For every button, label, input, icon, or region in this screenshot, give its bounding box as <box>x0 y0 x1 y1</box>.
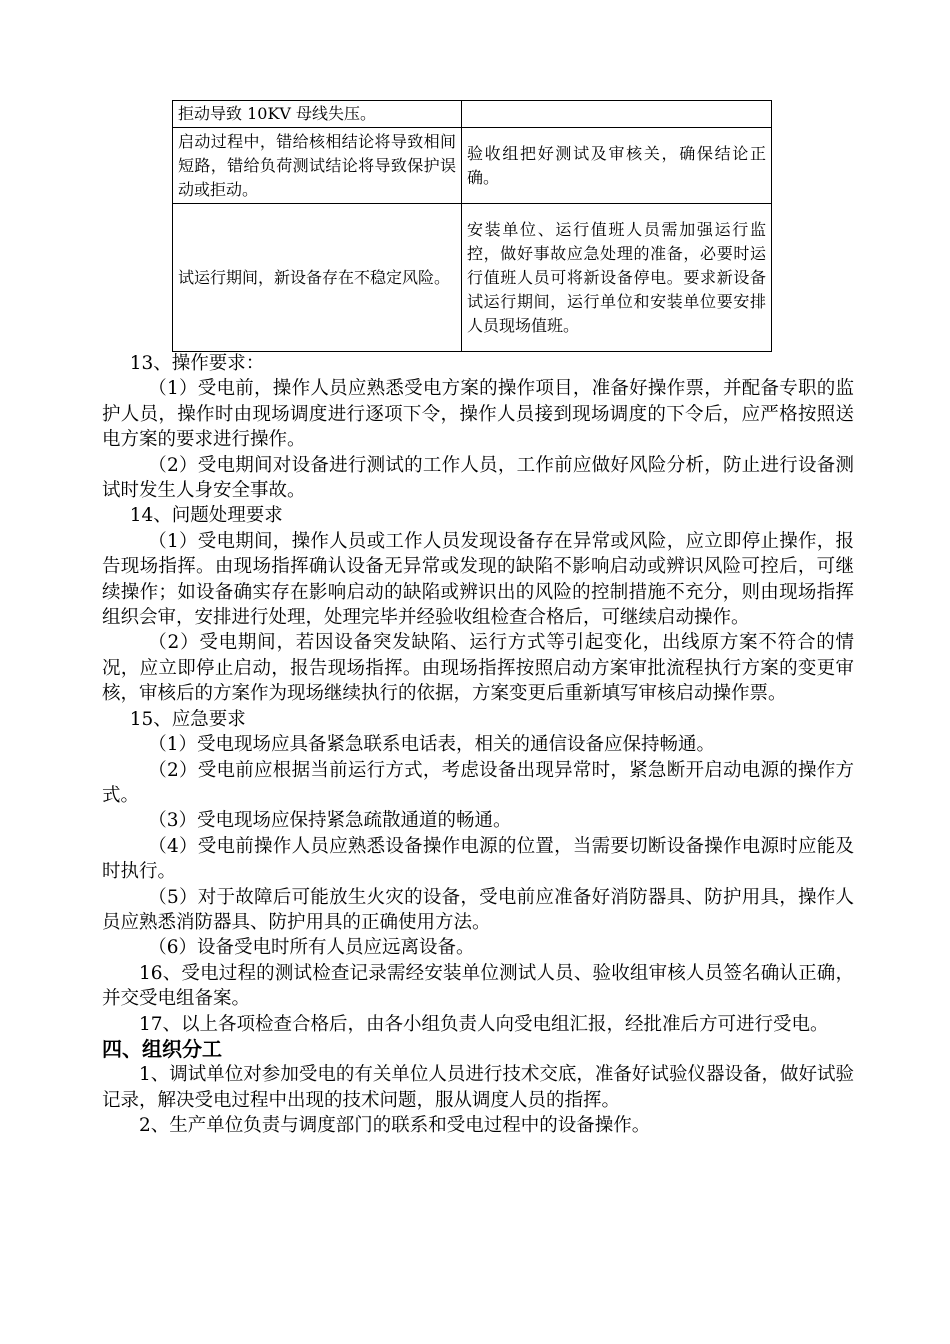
paragraph: （6）设备受电时所有人员应远离设备。 <box>148 937 475 959</box>
section-title-13: 13、操作要求： <box>129 353 265 374</box>
paragraph: （2）受电期间对设备进行测试的工作人员，工作前应做好风险分析，防止进行设备测试时发生人身安全事故。 <box>102 454 854 502</box>
risk-measures-table <box>172 100 772 352</box>
measure-cell <box>462 101 772 128</box>
paragraph: （2）受电期间，若因设备突发缺陷、运行方式等引起变化，出线原方案不符合的情况，应立即停止启动，报告现场指挥。由现场指挥按照启动方案审批流程执行方案的变更审核，审核后的方案作为现场继续执行的依据，方案变更后重新填写审核启动操作票。 <box>102 632 854 705</box>
paragraph: （5）对于故障后可能放生火灾的设备，受电前应准备好消防器具、防护用具，操作人员应熟悉消防器具、防护用具的正确使用方法。 <box>102 886 854 933</box>
paragraph: （1）受电现场应具备紧急联系电话表，相关的通信设备应保持畅通。 <box>148 734 716 756</box>
paragraph: 1、调试单位对参加受电的有关单位人员进行技术交底，准备好试验仪器设备，做好试验记录，解决受电过程中出现的技术问题，服从调度人员的指挥。 <box>102 1064 854 1111</box>
measure-cell: 验收组把好测试及审核关，确保结论正确。 <box>462 128 772 204</box>
risk-cell: 启动过程中，错给核相结论将导致相间短路，错给负荷测试结论将导致保护误动或拒动。 <box>173 128 462 204</box>
section-title-15: 15、应急要求 <box>129 708 246 730</box>
measure-cell: 安装单位、运行值班人员需加强运行监控，做好事故应急处理的准备，必要时运行值班人员可将新设备停电。要求新设备试运行期间，运行单位和安装单位要安排人员现场值班。 <box>462 204 772 352</box>
section-heading: 四、组织分工 <box>102 1036 222 1061</box>
risk-cell: 试运行期间，新设备存在不稳定风险。 <box>173 204 462 352</box>
paragraph-17: 17、以上各项检查合格后，由各小组负责人向受电组汇报，经批准后方可进行受电。 <box>139 1013 829 1035</box>
paragraph: （2）受电前应根据当前运行方式，考虑设备出现异常时，紧急断开启动电源的操作方式。 <box>102 759 854 806</box>
risk-cell: 拒动导致 10KV 母线失压。 <box>173 101 462 128</box>
document-body <box>102 351 854 1139</box>
section-title-14: 14、问题处理要求 <box>129 505 283 527</box>
table-row <box>173 101 772 128</box>
paragraph: 2、生产单位负责与调度部门的联系和受电过程中的设备操作。 <box>139 1115 651 1137</box>
table-row <box>173 128 772 204</box>
paragraph: （1）受电前，操作人员应熟悉受电方案的操作项目，准备好操作票，并配备专职的监护人员，操作时由现场调度进行逐项下令，操作人员接到现场调度的下令后，应严格按照送电方案的要求进行操作。 <box>102 378 854 451</box>
paragraph: （3）受电现场应保持紧急疏散通道的畅通。 <box>148 810 512 832</box>
table-row <box>173 204 772 352</box>
paragraph-16: 16、受电过程的测试检查记录需经安装单位测试人员、验收组审核人员签名确认正确，并交受电组备案。 <box>102 962 854 1010</box>
paragraph: （4）受电前操作人员应熟悉设备操作电源的位置，当需要切断设备操作电源时应能及时执行。 <box>102 835 854 883</box>
paragraph: （1）受电期间，操作人员或工作人员发现设备存在异常或风险，应立即停止操作，报告现场指挥。由现场指挥确认设备无异常或发现的缺陷不影响启动或辨识风险可控后，可继续操作；如设备确实存在影响启动的缺陷或辨识出的风险的控制措施不充分，则由现场指挥组织会审，安排进行处理，处理完毕并经验收组检查合格后，可继续启动操作。 <box>102 530 854 629</box>
